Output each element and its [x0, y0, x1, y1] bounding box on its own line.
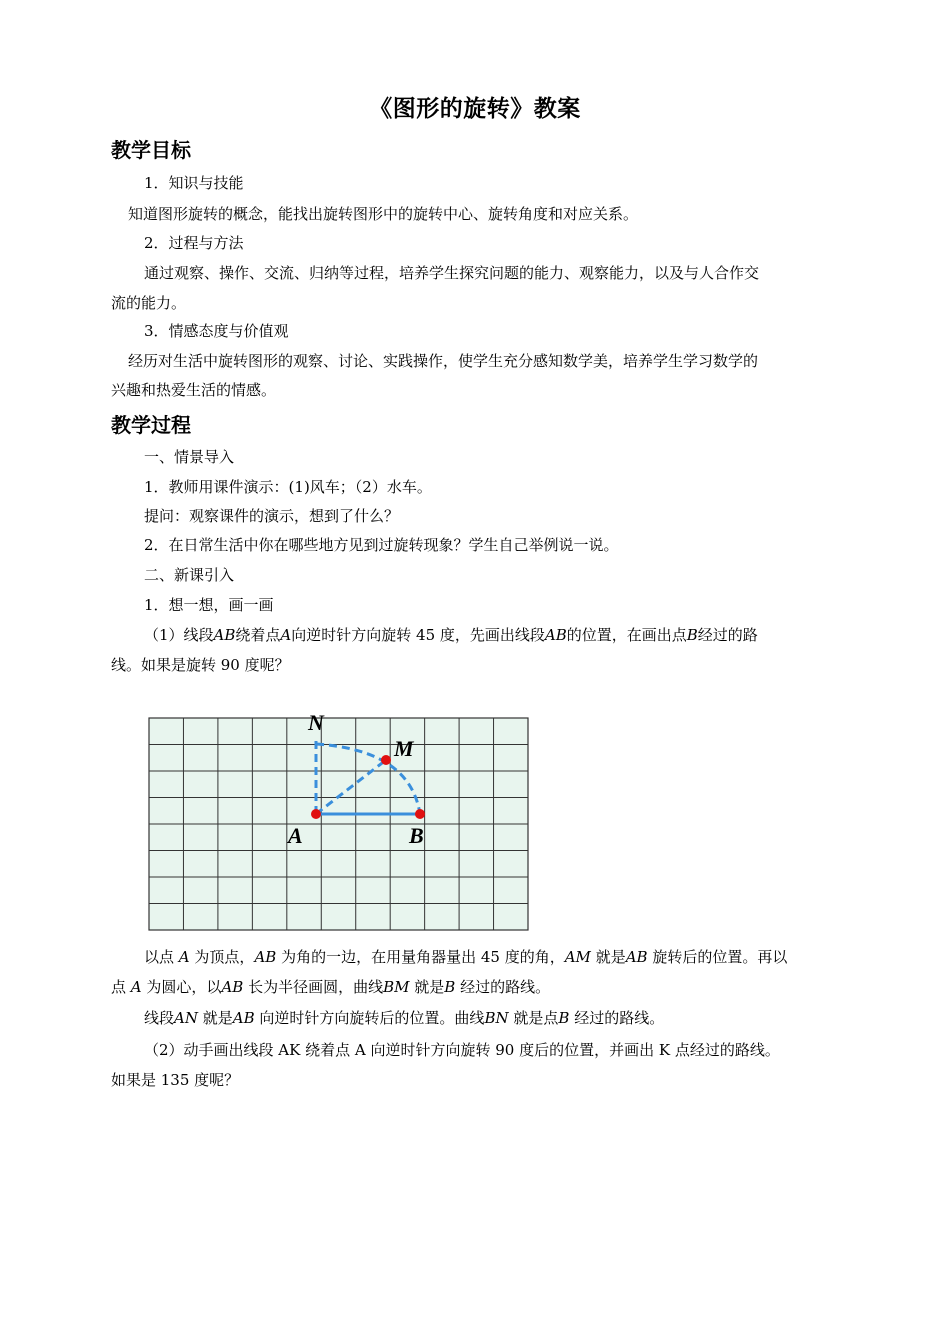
heading-process: 教学过程	[111, 413, 191, 437]
label-B: B	[409, 823, 424, 848]
explanation-line3: 线段AN 就是AB 向逆时针方向旋转后的位置。曲线BN 就是点B 经过的路线。	[144, 1009, 665, 1027]
question-1-line1: （1）线段AB绕着点A向逆时针方向旋转 45 度，先画出线段AB的位置，在画出点B经过的路	[144, 626, 758, 644]
label-N: N	[308, 710, 324, 735]
rotation-figure	[148, 708, 530, 934]
part-1-label: 一、情景导入	[144, 448, 235, 466]
point-M	[381, 755, 391, 765]
goal-3-text-line2: 兴趣和热爱生活的情感。	[111, 381, 277, 399]
part-1-item-1: 1．教师用课件演示：(1)风车；（2）水车。	[144, 478, 432, 496]
explanation-line2: 点 A 为圆心，以AB 长为半径画圆，曲线BM 就是B 经过的路线。	[111, 978, 551, 996]
question-1-line2: 线。如果是旋转 90 度呢？	[111, 656, 290, 674]
question-2-line1: （2）动手画出线段 AK 绕着点 A 向逆时针方向旋转 90 度后的位置，并画出 K 点经过的路线。	[144, 1041, 780, 1059]
rotation-grid-diagram	[148, 708, 530, 934]
goal-2-text-line1: 通过观察、操作、交流、归纳等过程，培养学生探究问题的能力、观察能力，以及与人合作交	[144, 264, 760, 282]
explanation-line1: 以点 A 为顶点，AB 为角的一边，在用量角器量出 45 度的角，AM 就是AB 旋转后的位置。再以	[144, 948, 788, 966]
goal-3-text-line1: 经历对生活中旋转图形的观察、讨论、实践操作，使学生充分感知数学美，培养学生学习数学的	[128, 352, 759, 370]
goal-1-label: 1．知识与技能	[144, 174, 244, 192]
question-2-line2: 如果是 135 度呢？	[111, 1071, 240, 1089]
part-2-label: 二、新课引入	[144, 566, 235, 584]
part-1-question: 提问：观察课件的演示，想到了什么？	[144, 507, 400, 525]
goal-2-text-line2: 流的能力。	[111, 294, 187, 312]
goal-2-label: 2．过程与方法	[144, 234, 244, 252]
point-A	[311, 809, 321, 819]
part-1-item-2: 2．在日常生活中你在哪些地方见到过旋转现象？学生自己举例说一说。	[144, 536, 619, 554]
part-2-item-1: 1．想一想，画一画	[144, 596, 274, 614]
heading-goals: 教学目标	[111, 138, 191, 162]
point-B	[415, 809, 425, 819]
label-M: M	[394, 736, 414, 761]
label-A: A	[288, 823, 303, 848]
goal-3-label: 3．情感态度与价值观	[144, 322, 289, 340]
goal-1-text: 知道图形旋转的概念，能找出旋转图形中的旋转中心、旋转角度和对应关系。	[128, 205, 639, 223]
document-title: 《图形的旋转》教案	[369, 96, 581, 122]
